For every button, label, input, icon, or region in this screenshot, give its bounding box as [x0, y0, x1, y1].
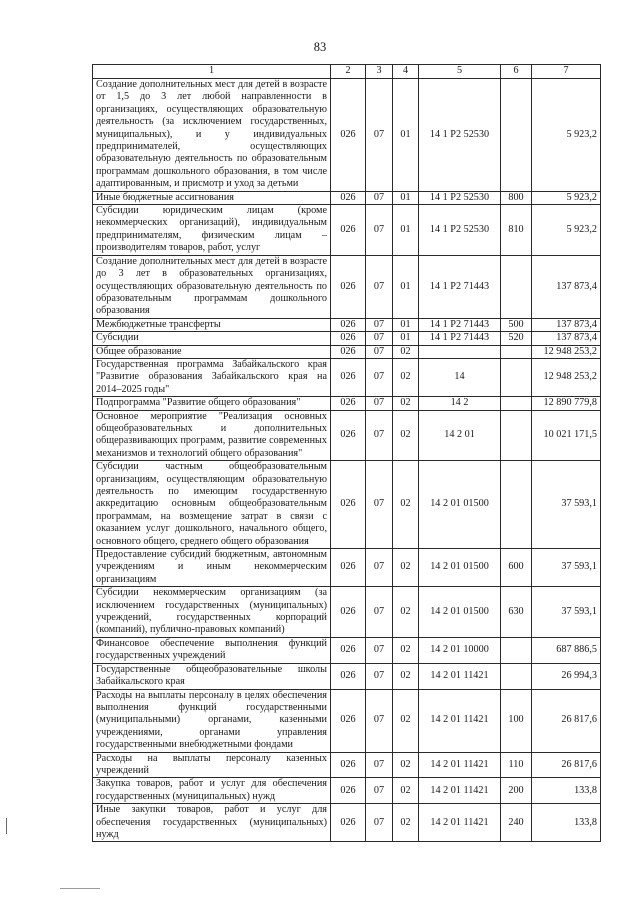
row-target-article-cell: 14 2 01 01500 [419, 587, 501, 638]
row-expense-type-cell: 630 [501, 587, 532, 638]
row-target-article-cell: 14 2 01 [419, 410, 501, 461]
table-row [93, 318, 601, 331]
row-section-cell: 07 [366, 358, 393, 396]
row-section-cell: 07 [366, 79, 393, 192]
row-amount-cell: 37 593,1 [532, 549, 601, 587]
row-target-article-cell: 14 1 Р2 52530 [419, 205, 501, 256]
row-amount-cell: 5 923,2 [532, 79, 601, 192]
row-subsection-cell: 01 [393, 332, 419, 345]
row-target-article-cell: 14 2 01 11421 [419, 804, 501, 842]
row-name-cell: Субсидии некоммерческим организациям (за исключением государственных (муниципальных) учреждений, государственных корпораций (компаний), публично-правовых компаний) [93, 587, 331, 638]
table-row [93, 191, 601, 204]
row-name-cell: Иные бюджетные ассигнования [93, 191, 331, 204]
row-amount-cell: 10 021 171,5 [532, 410, 601, 461]
table-row [93, 663, 601, 689]
row-expense-type-cell [501, 79, 532, 192]
row-target-article-cell: 14 2 [419, 397, 501, 410]
row-name-cell: Субсидии юридическим лицам (кроме некоммерческих организаций), индивидуальным предпринимателям, физическим лицам – производителям товаров, работ, услуг [93, 205, 331, 256]
row-amount-cell: 137 873,4 [532, 255, 601, 318]
row-grbs-cell: 026 [331, 689, 366, 752]
scan-artifact-line [6, 818, 7, 834]
row-subsection-cell: 01 [393, 205, 419, 256]
row-expense-type-cell: 500 [501, 318, 532, 331]
row-amount-cell: 133,8 [532, 778, 601, 804]
row-name-cell: Государственные общеобразовательные школы Забайкальского края [93, 663, 331, 689]
row-target-article-cell: 14 1 Р2 52530 [419, 191, 501, 204]
row-section-cell: 07 [366, 397, 393, 410]
row-expense-type-cell: 810 [501, 205, 532, 256]
row-name-cell: Подпрограмма "Развитие общего образования" [93, 397, 331, 410]
row-section-cell: 07 [366, 587, 393, 638]
row-expense-type-cell [501, 345, 532, 358]
row-target-article-cell: 14 2 01 01500 [419, 549, 501, 587]
row-amount-cell: 5 923,2 [532, 205, 601, 256]
row-subsection-cell: 01 [393, 318, 419, 331]
row-section-cell: 07 [366, 318, 393, 331]
table-row [93, 549, 601, 587]
row-expense-type-cell [501, 255, 532, 318]
header-cell: 3 [366, 65, 393, 79]
row-subsection-cell: 02 [393, 397, 419, 410]
header-cell: 4 [393, 65, 419, 79]
header-cell: 5 [419, 65, 501, 79]
row-subsection-cell: 02 [393, 804, 419, 842]
page-number: 83 [313, 40, 327, 54]
row-name-cell: Государственная программа Забайкальского края "Развитие образования Забайкальского края на 2014–2025 годы" [93, 358, 331, 396]
row-grbs-cell: 026 [331, 461, 366, 549]
row-target-article-cell: 14 1 Р2 71443 [419, 332, 501, 345]
row-section-cell: 07 [366, 549, 393, 587]
row-grbs-cell: 026 [331, 345, 366, 358]
table-row [93, 587, 601, 638]
row-expense-type-cell: 240 [501, 804, 532, 842]
row-target-article-cell: 14 2 01 01500 [419, 461, 501, 549]
row-section-cell: 07 [366, 663, 393, 689]
row-expense-type-cell: 100 [501, 689, 532, 752]
row-subsection-cell: 02 [393, 637, 419, 663]
header-cell: 2 [331, 65, 366, 79]
row-section-cell: 07 [366, 461, 393, 549]
table-row [93, 332, 601, 345]
row-section-cell: 07 [366, 752, 393, 778]
table-row [93, 689, 601, 752]
table-row [93, 358, 601, 396]
table-body [93, 79, 601, 842]
row-amount-cell: 26 817,6 [532, 689, 601, 752]
header-cell: 1 [93, 65, 331, 79]
row-grbs-cell: 026 [331, 663, 366, 689]
row-name-cell: Иные закупки товаров, работ и услуг для обеспечения государственных (муниципальных) нужд [93, 804, 331, 842]
table-row [93, 410, 601, 461]
row-amount-cell: 12 948 253,2 [532, 345, 601, 358]
row-section-cell: 07 [366, 332, 393, 345]
header-cell: 7 [532, 65, 601, 79]
row-name-cell: Закупка товаров, работ и услуг для обеспечения государственных (муниципальных) нужд [93, 778, 331, 804]
table-row [93, 255, 601, 318]
row-target-article-cell: 14 2 01 11421 [419, 663, 501, 689]
row-amount-cell: 5 923,2 [532, 191, 601, 204]
budget-table [92, 64, 601, 842]
row-name-cell: Расходы на выплаты персоналу в целях обеспечения выполнения функций государственными (муниципальными) органами, казенными учреждениями, органами управления государственными внебюджетными фондами [93, 689, 331, 752]
row-subsection-cell: 02 [393, 663, 419, 689]
row-grbs-cell: 026 [331, 358, 366, 396]
row-subsection-cell: 01 [393, 191, 419, 204]
row-name-cell: Субсидии [93, 332, 331, 345]
row-grbs-cell: 026 [331, 549, 366, 587]
row-name-cell: Предоставление субсидий бюджетным, автономным учреждениям и иным некоммерческим организациям [93, 549, 331, 587]
row-subsection-cell: 01 [393, 255, 419, 318]
header-cell: 6 [501, 65, 532, 79]
row-grbs-cell: 026 [331, 318, 366, 331]
table-row [93, 79, 601, 192]
row-target-article-cell: 14 2 01 11421 [419, 778, 501, 804]
row-expense-type-cell [501, 358, 532, 396]
row-target-article-cell: 14 1 Р2 71443 [419, 318, 501, 331]
row-expense-type-cell: 600 [501, 549, 532, 587]
row-subsection-cell: 02 [393, 778, 419, 804]
row-subsection-cell: 02 [393, 587, 419, 638]
row-section-cell: 07 [366, 205, 393, 256]
row-subsection-cell: 02 [393, 358, 419, 396]
row-expense-type-cell [501, 397, 532, 410]
table-row [93, 804, 601, 842]
row-target-article-cell: 14 1 Р2 71443 [419, 255, 501, 318]
row-target-article-cell [419, 345, 501, 358]
row-section-cell: 07 [366, 345, 393, 358]
row-name-cell: Общее образование [93, 345, 331, 358]
row-amount-cell: 12 890 779,8 [532, 397, 601, 410]
row-subsection-cell: 02 [393, 752, 419, 778]
row-name-cell: Расходы на выплаты персоналу казенных учреждений [93, 752, 331, 778]
table-row [93, 345, 601, 358]
row-target-article-cell: 14 2 01 10000 [419, 637, 501, 663]
row-amount-cell: 12 948 253,2 [532, 358, 601, 396]
row-subsection-cell: 02 [393, 549, 419, 587]
row-name-cell: Субсидии частным общеобразовательным организациям, осуществляющим образовательную деятельность по имеющим государственную аккредитацию основным общеобразовательным программам, на возмещение затрат в связи с оказанием услуг дошкольного, начального общего, основного общего, среднего общего образования [93, 461, 331, 549]
table-row [93, 752, 601, 778]
table-row [93, 205, 601, 256]
row-expense-type-cell: 200 [501, 778, 532, 804]
table-row [93, 637, 601, 663]
row-name-cell: Основное мероприятие "Реализация основных общеобразовательных и дополнительных общеразвивающих программ, развитие современных механизмов и технологий общего образования" [93, 410, 331, 461]
row-grbs-cell: 026 [331, 397, 366, 410]
row-amount-cell: 687 886,5 [532, 637, 601, 663]
row-name-cell: Межбюджетные трансферты [93, 318, 331, 331]
row-grbs-cell: 026 [331, 752, 366, 778]
row-target-article-cell: 14 2 01 11421 [419, 689, 501, 752]
row-subsection-cell: 01 [393, 79, 419, 192]
row-expense-type-cell: 800 [501, 191, 532, 204]
row-name-cell: Создание дополнительных мест для детей в возрасте от 1,5 до 3 лет любой направленности в организациях, осуществляющих образовательную деятельность (за исключением государственных, муниципальных), и у индивидуальных предпринимателей, осуществляющих образовательную деятельность по образовательным программам дошкольного образования, в том числе адаптированным, и присмотр и уход за детьми [93, 79, 331, 192]
row-target-article-cell: 14 [419, 358, 501, 396]
row-amount-cell: 137 873,4 [532, 332, 601, 345]
table-row [93, 397, 601, 410]
row-name-cell: Создание дополнительных мест для детей в возрасте до 3 лет в образовательных организациях, осуществляющих образовательную деятельность по образовательным программам дошкольного образования [93, 255, 331, 318]
table-header-row [93, 65, 601, 79]
row-subsection-cell: 02 [393, 461, 419, 549]
row-section-cell: 07 [366, 689, 393, 752]
row-expense-type-cell [501, 410, 532, 461]
row-section-cell: 07 [366, 637, 393, 663]
row-subsection-cell: 02 [393, 410, 419, 461]
row-section-cell: 07 [366, 191, 393, 204]
row-grbs-cell: 026 [331, 191, 366, 204]
row-amount-cell: 137 873,4 [532, 318, 601, 331]
row-grbs-cell: 026 [331, 778, 366, 804]
row-grbs-cell: 026 [331, 255, 366, 318]
row-grbs-cell: 026 [331, 332, 366, 345]
row-grbs-cell: 026 [331, 637, 366, 663]
row-target-article-cell: 14 2 01 11421 [419, 752, 501, 778]
row-grbs-cell: 026 [331, 804, 366, 842]
table-row [93, 778, 601, 804]
row-grbs-cell: 026 [331, 79, 366, 192]
row-subsection-cell: 02 [393, 689, 419, 752]
row-amount-cell: 37 593,1 [532, 461, 601, 549]
row-subsection-cell: 02 [393, 345, 419, 358]
row-expense-type-cell [501, 461, 532, 549]
row-expense-type-cell: 520 [501, 332, 532, 345]
row-grbs-cell: 026 [331, 587, 366, 638]
row-section-cell: 07 [366, 410, 393, 461]
row-amount-cell: 37 593,1 [532, 587, 601, 638]
row-amount-cell: 26 817,6 [532, 752, 601, 778]
row-expense-type-cell [501, 663, 532, 689]
row-section-cell: 07 [366, 255, 393, 318]
row-expense-type-cell: 110 [501, 752, 532, 778]
row-amount-cell: 26 994,3 [532, 663, 601, 689]
row-section-cell: 07 [366, 804, 393, 842]
row-grbs-cell: 026 [331, 410, 366, 461]
row-amount-cell: 133,8 [532, 804, 601, 842]
scan-artifact-line [60, 888, 100, 889]
row-grbs-cell: 026 [331, 205, 366, 256]
row-expense-type-cell [501, 637, 532, 663]
table-row [93, 461, 601, 549]
row-name-cell: Финансовое обеспечение выполнения функций государственных учреждений [93, 637, 331, 663]
row-target-article-cell: 14 1 Р2 52530 [419, 79, 501, 192]
row-section-cell: 07 [366, 778, 393, 804]
